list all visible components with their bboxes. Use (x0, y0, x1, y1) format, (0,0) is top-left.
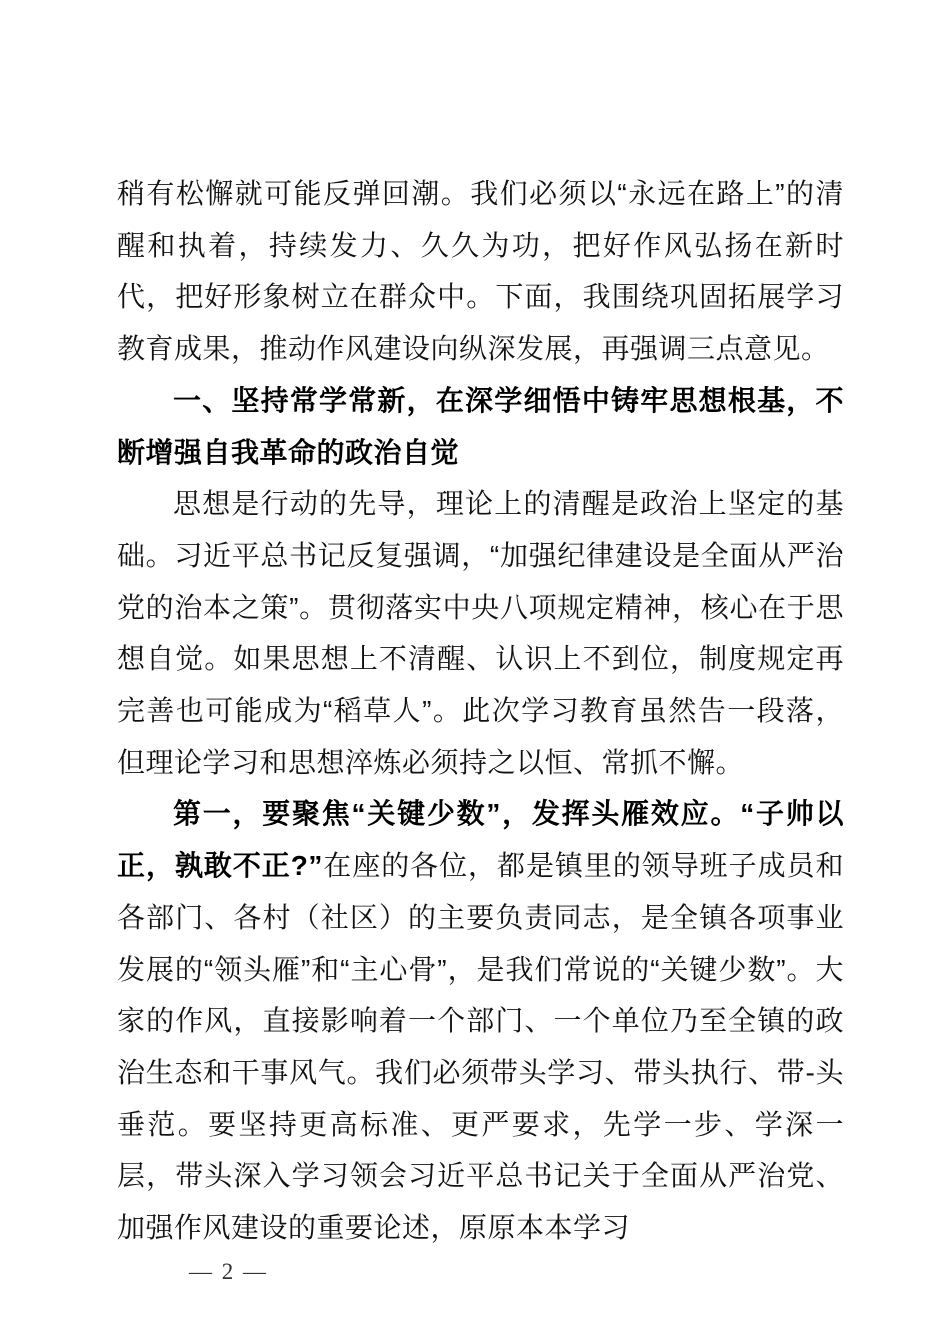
document-body (117, 168, 844, 1254)
page-number: — 2 — (189, 1259, 268, 1284)
page-footer (158, 1233, 268, 1311)
section-heading: 一、坚持常学常新，在深学细悟中铸牢思想根基，不断增强自我革命的政治自觉 (117, 384, 844, 468)
paragraph-continuation: 稍有松懈就可能反弹回潮。我们必须以“永远在路上”的清醒和执着，持续发力、久久为功，把好作风弘扬在新时代，把好形象树立在群众中。下面，我围绕巩固拓展学习教育成果，推动作风建设向纵深发展，再强调三点意见。 (117, 178, 844, 365)
paragraph (117, 788, 844, 1253)
paragraph-text: 在座的各位，都是镇里的领导班子成员和各部门、各村（社区）的主要负责同志，是全镇各项事业发展的“领头雁”和“主心骨”，是我们常说的“关键少数”。大家的作风，直接影响着一个部门、一个单位乃至全镇的政治生态和干事风气。我们必须带头学习、带头执行、带-头垂范。要坚持更高标准、更严要求，先学一步、学深一层，带头深入学习领会习近平总书记关于全面从严治党、加强作风建设的重要论述，原原本本学习 (117, 850, 844, 1244)
paragraph: 思想是行动的先导，理论上的清醒是政治上坚定的基础。习近平总书记反复强调，“加强纪律建设是全面从严治党的治本之策”。贯彻落实中央八项规定精神，核心在于思想自觉。如果思想上不清醒、认识上不到位，制度规定再完善也可能成为“稻草人”。此次学习教育虽然告一段落，但理论学习和思想淬炼必须持之以恒、常抓不懈。 (117, 488, 844, 778)
paragraph-lead-bold: 第一，要聚焦“关键少数”，发挥头雁效应。“子帅以正，孰敢不正?” (117, 798, 844, 882)
